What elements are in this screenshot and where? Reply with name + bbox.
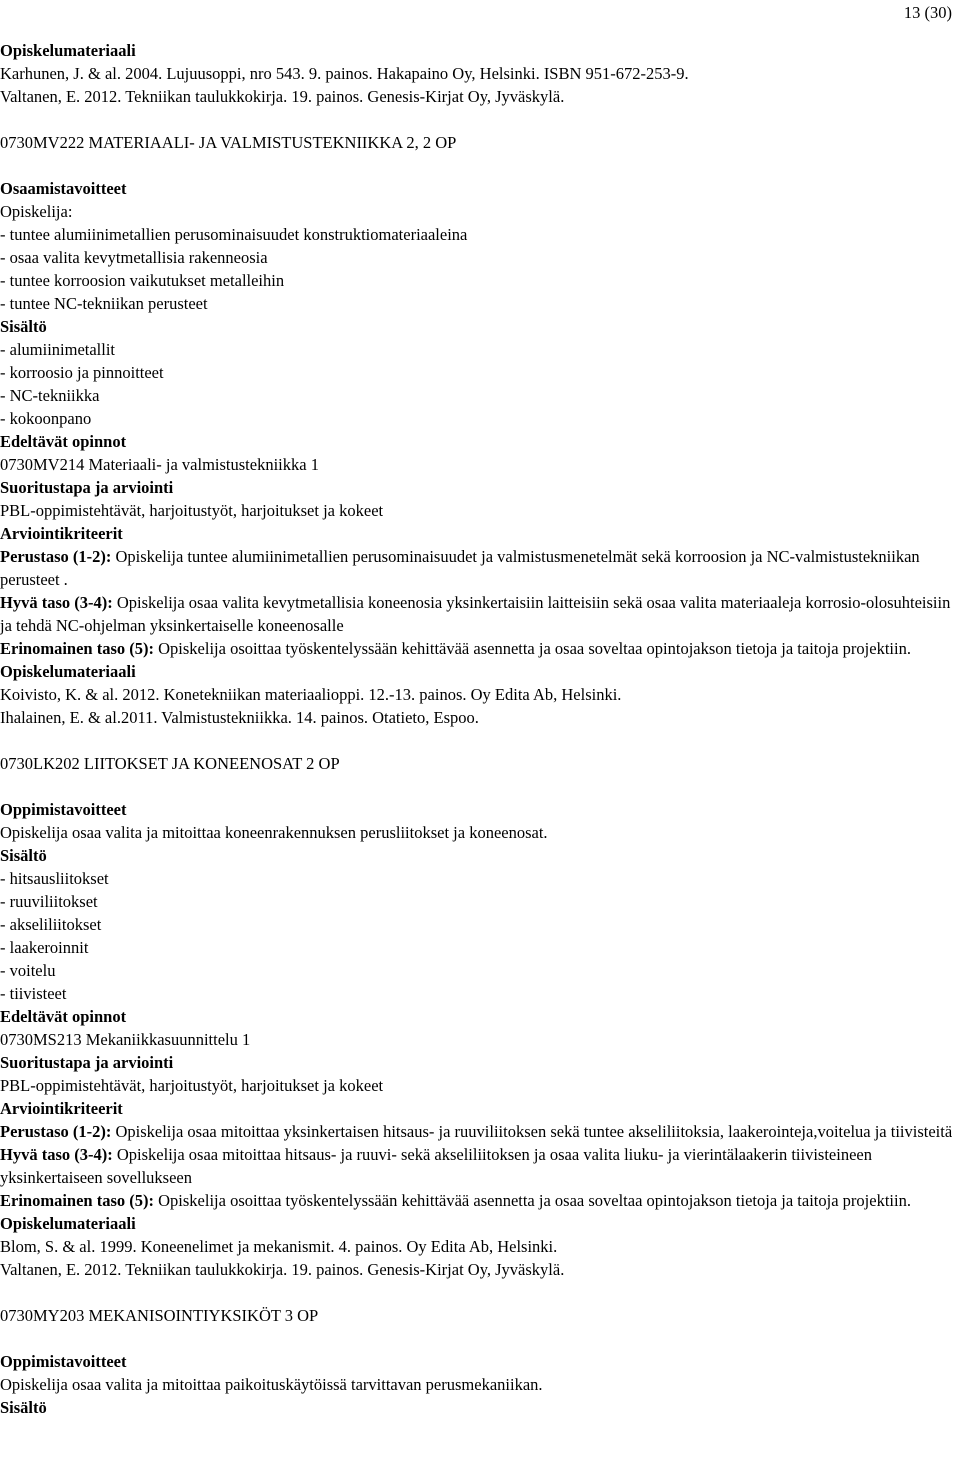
document-body <box>0 39 956 1419</box>
list-item: - NC-tekniikka <box>0 386 100 405</box>
criteria-paragraph <box>0 545 956 591</box>
reference-line: Valtanen, E. 2012. Tekniikan taulukkokirja. 19. painos. Genesis-Kirjat Oy, Jyväskylä. <box>0 87 565 106</box>
reference-line: Valtanen, E. 2012. Tekniikan taulukkokirja. 19. painos. Genesis-Kirjat Oy, Jyväskylä. <box>0 1260 565 1279</box>
criteria-label: Erinomainen taso (5): <box>0 1191 154 1210</box>
criteria-text: Opiskelija osoittaa työskentelyssään kehittävää asennetta ja osaa soveltaa opintojakson tietoja ja taitoja projektiin. <box>154 1191 911 1210</box>
section-heading: Sisältö <box>0 1398 47 1417</box>
criteria-text: Opiskelija osoittaa työskentelyssään kehittävää asennetta ja osaa soveltaa opintojakson tietoja ja taitoja projektiin. <box>154 639 911 658</box>
criteria-label: Erinomainen taso (5): <box>0 639 154 658</box>
reference-line: Blom, S. & al. 1999. Koneenelimet ja mekanismit. 4. painos. Oy Edita Ab, Helsinki. <box>0 1237 558 1256</box>
list-item: - korroosio ja pinnoitteet <box>0 363 164 382</box>
section-heading: Sisältö <box>0 846 47 865</box>
section-heading: Arviointikriteerit <box>0 524 123 543</box>
section-heading: Oppimistavoitteet <box>0 800 127 819</box>
criteria-paragraph <box>0 1120 956 1143</box>
course-title: 0730MY203 MEKANISOINTIYKSIKÖT 3 OP <box>0 1306 319 1325</box>
course-title: 0730LK202 LIITOKSET JA KONEENOSAT 2 OP <box>0 754 340 773</box>
criteria-text: Opiskelija osaa mitoittaa yksinkertaisen hitsaus- ja ruuviliitoksen sekä tuntee akseliliitoksia, laakerointeja,voitelua ja tiivisteitä <box>111 1122 953 1141</box>
list-item: - alumiinimetallit <box>0 340 116 359</box>
criteria-paragraph <box>0 591 956 637</box>
criteria-text: Opiskelija tuntee alumiinimetallien perusominaisuudet ja valmistusmenetelmät sekä korroosion ja NC-valmistustekniikan perusteet . <box>0 547 920 589</box>
list-item: - akseliliitokset <box>0 915 102 934</box>
reference-line: Ihalainen, E. & al.2011. Valmistustekniikka. 14. painos. Otatieto, Espoo. <box>0 708 479 727</box>
criteria-text: Opiskelija osaa mitoittaa hitsaus- ja ruuvi- sekä akseliliitoksen ja osaa valita liuku- ja vierintälaakerin tiivisteineen yksinkertaiseen sovellukseen <box>0 1145 872 1187</box>
criteria-paragraph <box>0 637 956 660</box>
list-item: - hitsausliitokset <box>0 869 109 888</box>
criteria-label: Hyvä taso (3-4): <box>0 1145 113 1164</box>
section-heading: Suoritustapa ja arviointi <box>0 478 174 497</box>
criteria-paragraph <box>0 1143 956 1189</box>
section-heading: Suoritustapa ja arviointi <box>0 1053 174 1072</box>
section-heading: Osaamistavoitteet <box>0 179 127 198</box>
student-label: Opiskelija: <box>0 202 73 221</box>
list-item: - voitelu <box>0 961 56 980</box>
course-title: 0730MV222 MATERIAALI- JA VALMISTUSTEKNIIKKA 2, 2 OP <box>0 133 457 152</box>
goals-text: Opiskelija osaa valita ja mitoittaa paikoituskäytöissä tarvittavan perusmekaniikan. <box>0 1375 543 1394</box>
criteria-text: Opiskelija osaa valita kevytmetallisia koneenosia yksinkertaisiin laitteisiin sekä osaa valita materiaaleja korrosio-olosuhteisiin ja tehdä NC-ohjelman yksinkertaiselle koneenosalle <box>0 593 951 635</box>
criteria-label: Hyvä taso (3-4): <box>0 593 113 612</box>
list-item: - kokoonpano <box>0 409 92 428</box>
section-heading: Opiskelumateriaali <box>0 41 136 60</box>
section-heading: Arviointikriteerit <box>0 1099 123 1118</box>
method-text: PBL-oppimistehtävät, harjoitustyöt, harjoitukset ja kokeet <box>0 501 384 520</box>
section-heading: Opiskelumateriaali <box>0 662 136 681</box>
prerequisite: 0730MS213 Mekaniikkasuunnittelu 1 <box>0 1030 251 1049</box>
list-item: - tiivisteet <box>0 984 67 1003</box>
criteria-paragraph <box>0 1189 956 1212</box>
goals-text: Opiskelija osaa valita ja mitoittaa koneenrakennuksen perusliitokset ja koneenosat. <box>0 823 548 842</box>
reference-line: Karhunen, J. & al. 2004. Lujuusoppi, nro 543. 9. painos. Hakapaino Oy, Helsinki. ISBN 951-672-253-9. <box>0 64 689 83</box>
list-item: - tuntee alumiinimetallien perusominaisuudet konstruktiomateriaaleina <box>0 225 468 244</box>
method-text: PBL-oppimistehtävät, harjoitustyöt, harjoitukset ja kokeet <box>0 1076 384 1095</box>
section-heading: Edeltävät opinnot <box>0 1007 127 1026</box>
section-heading: Opiskelumateriaali <box>0 1214 136 1233</box>
section-heading: Edeltävät opinnot <box>0 432 127 451</box>
criteria-label: Perustaso (1-2): <box>0 547 112 566</box>
criteria-label: Perustaso (1-2): <box>0 1122 112 1141</box>
reference-line: Koivisto, K. & al. 2012. Konetekniikan materiaalioppi. 12.-13. painos. Oy Edita Ab, Helsinki. <box>0 685 622 704</box>
section-heading: Oppimistavoitteet <box>0 1352 127 1371</box>
list-item: - ruuviliitokset <box>0 892 98 911</box>
list-item: - osaa valita kevytmetallisia rakenneosia <box>0 248 268 267</box>
section-heading: Sisältö <box>0 317 47 336</box>
list-item: - tuntee korroosion vaikutukset metalleihin <box>0 271 285 290</box>
list-item: - tuntee NC-tekniikan perusteet <box>0 294 208 313</box>
prerequisite: 0730MV214 Materiaali- ja valmistustekniikka 1 <box>0 455 319 474</box>
list-item: - laakeroinnit <box>0 938 89 957</box>
page-number: 13 (30) <box>903 3 952 22</box>
